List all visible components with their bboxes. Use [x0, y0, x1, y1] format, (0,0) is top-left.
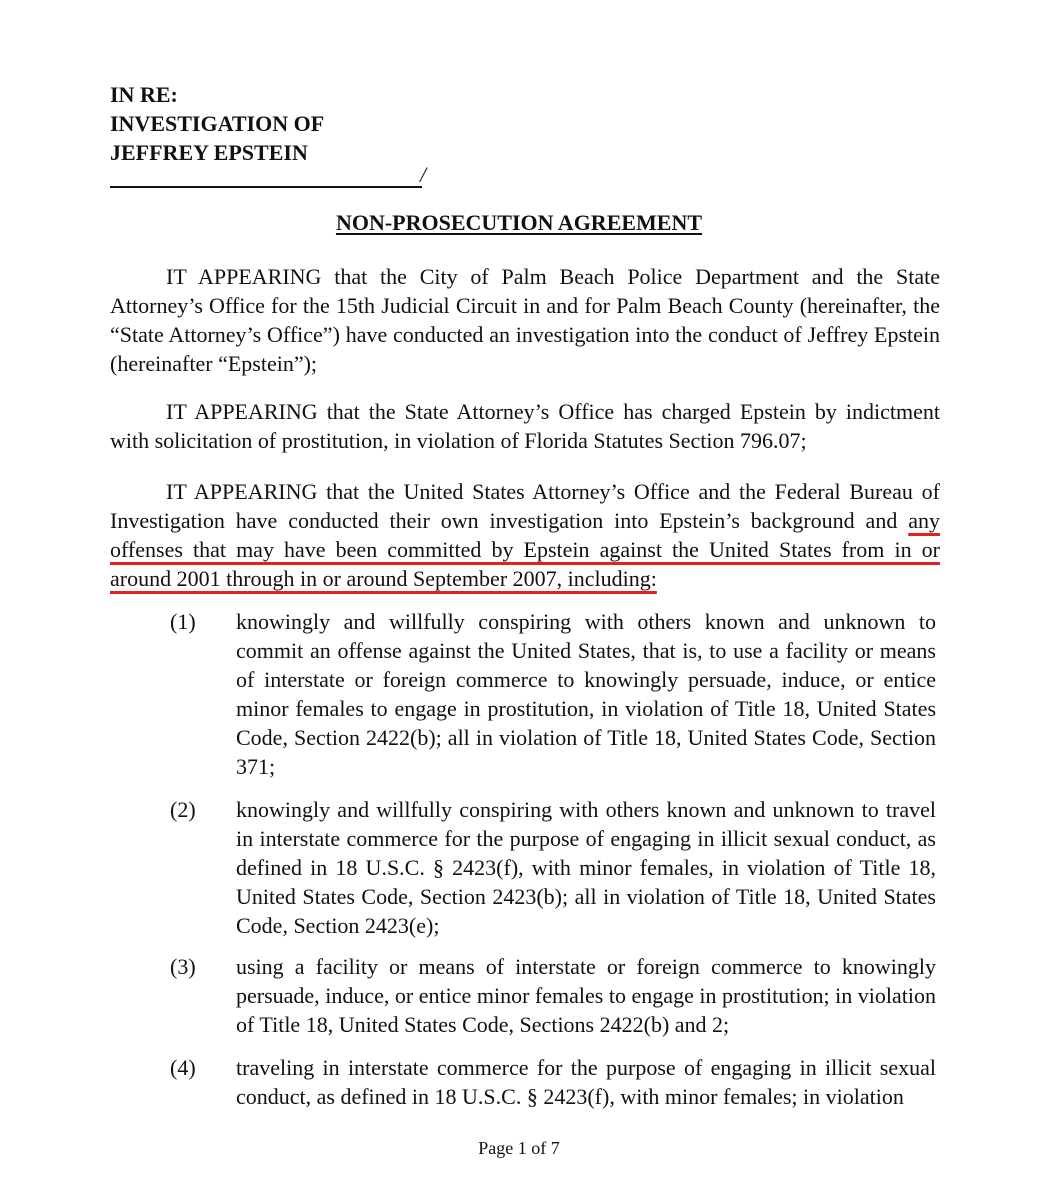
caption-line-in-re: IN RE: — [110, 82, 178, 107]
list-item-number: (4) — [170, 1055, 196, 1080]
caption-slash: / — [420, 162, 427, 187]
paragraph-3 — [110, 477, 940, 593]
caption-underline — [110, 186, 422, 188]
paragraph-2: IT APPEARING that the State Attorney’s Office has charged Epstein by indictment with solicitation of prostitution, in violation of Florida Statutes Section 796.07; — [110, 399, 940, 453]
list-item-text: knowingly and willfully conspiring with others known and unknown to commit an offense against the United States, that is, to use a facility or means of interstate or foreign commerce to knowingly persuade, induce, or entice minor females to engage in prostitution, in violation of Title 18, United States Code, Section 2422(b); all in violation of Title 18, United States Code, Section 371; — [236, 609, 936, 779]
page-number: Page 1 of 7 — [478, 1138, 560, 1158]
paragraph-1: IT APPEARING that the City of Palm Beach Police Department and the State Attorney’s Office for the 15th Judicial Circuit in and for Palm Beach County (hereinafter, the “State Attorney’s Office”) have conducted an investigation into the conduct of Jeffrey Epstein (hereinafter “Epstein”); — [110, 264, 940, 376]
list-item-text: traveling in interstate commerce for the purpose of engaging in illicit sexual conduct, as defined in 18 U.S.C. § 2423(f), with minor females; in violation — [236, 1055, 936, 1109]
caption-line-investigation: INVESTIGATION OF — [110, 111, 325, 136]
list-item-number: (1) — [170, 609, 196, 634]
list-item-number: (3) — [170, 954, 196, 979]
document-title: NON-PROSECUTION AGREEMENT — [335, 210, 703, 235]
highlighted-underline-text: any offenses that may have been committed by Epstein against the United States from in or around 2001 through in or around September 2007, including: — [110, 508, 940, 591]
case-caption — [110, 80, 324, 167]
caption-line-name: JEFFREY EPSTEIN — [110, 140, 308, 165]
list-item-number: (2) — [170, 797, 196, 822]
paragraph-3-text: IT APPEARING that the United States Attorney’s Office and the Federal Bureau of Investigation have conducted their own investigation into Epstein’s background and — [110, 479, 940, 533]
list-item-text: using a facility or means of interstate or foreign commerce to knowingly persuade, induce, or entice minor females to engage in prostitution; in violation of Title 18, United States Code, Sections 2422(b) and 2; — [236, 954, 936, 1037]
list-item-text: knowingly and willfully conspiring with others known and unknown to travel in interstate commerce for the purpose of engaging in illicit sexual conduct, as defined in 18 U.S.C. § 2423(f), with minor females, in violation of Title 18, United States Code, Section 2423(b); all in violation of Title 18, United States Code, Section 2423(e); — [236, 797, 936, 938]
